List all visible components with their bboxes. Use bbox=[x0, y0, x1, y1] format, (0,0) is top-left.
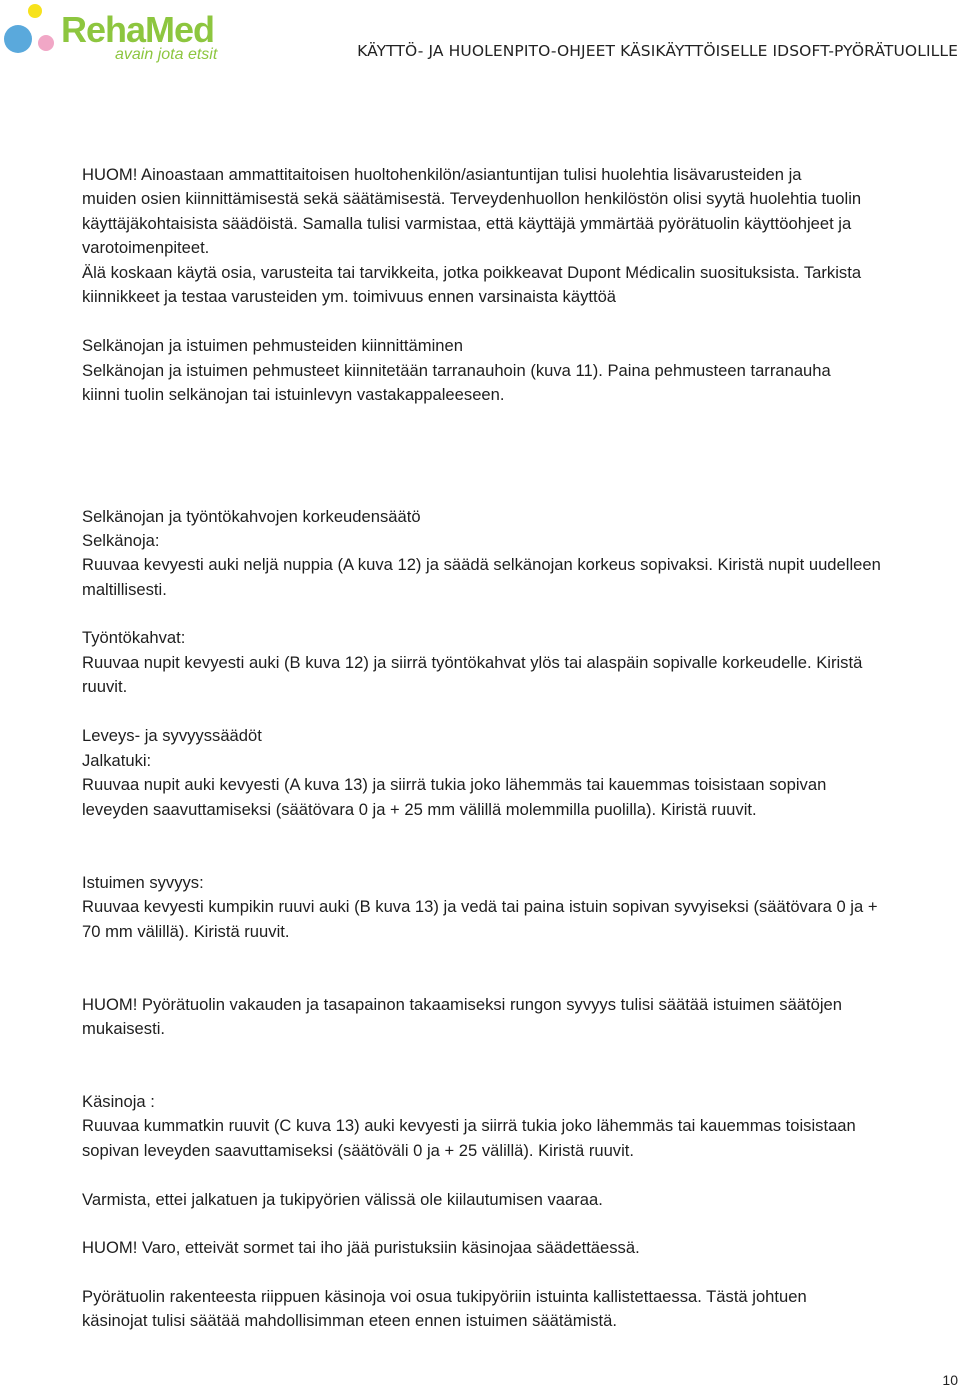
paragraph-line: ruuvit. bbox=[82, 677, 128, 696]
paragraph-line: varotoimenpiteet. bbox=[82, 238, 210, 257]
section-heading: Leveys- ja syvyyssäädöt bbox=[82, 726, 262, 745]
document-header-title: KÄYTTÖ- JA HUOLENPITO-OHJEET KÄSIKÄYTTÖISELLE IDSOFT-PYÖRÄTUOLILLE bbox=[357, 42, 958, 60]
rehamed-logo-graphic bbox=[2, 2, 242, 64]
section-heading: Selkänojan ja istuimen pehmusteiden kiinnittäminen bbox=[82, 336, 463, 355]
paragraph-line: käyttäjäkohtaisista säädöistä. Samalla tulisi varmistaa, että käyttäjä ymmärtää pyörätuolin käyttöohjeet ja bbox=[82, 214, 852, 233]
warning-line: HUOM! Pyörätuolin vakauden ja tasapainon takaamiseksi rungon syvyys tulisi säätää istuimen säätöjen bbox=[82, 995, 843, 1014]
paragraph-line: leveyden saavuttamiseksi (säätövara 0 ja + 25 mm välillä molemmilla puolilla). Kiristä ruuvit. bbox=[82, 800, 757, 819]
paragraph-line: HUOM! Ainoastaan ammattitaitoisen huoltohenkilön/asiantuntijan tulisi huolehtia lisävarusteiden ja bbox=[82, 165, 802, 184]
paragraph-line: kiinni tuolin selkänojan tai istuinlevyn vastakappaleeseen. bbox=[82, 385, 505, 404]
paragraph-line: Ruuvaa nupit auki kevyesti (A kuva 13) ja siirrä tukia joko lähemmäs tai kauemmas toisistaan sopivan bbox=[82, 775, 827, 794]
paragraph-line: 70 mm välillä). Kiristä ruuvit. bbox=[82, 922, 290, 941]
paragraph-line: Ruuvaa kevyesti kumpikin ruuvi auki (B kuva 13) ja vedä tai paina istuin sopivan syvyiseksi (säätövara 0 ja + bbox=[82, 897, 878, 916]
warning-line: HUOM! Varo, etteivät sormet tai iho jää puristuksiin käsinojaa säädettäessä. bbox=[82, 1238, 640, 1257]
subsection-heading: Jalkatuki: bbox=[82, 751, 152, 770]
subsection-heading: Selkänoja: bbox=[82, 531, 160, 550]
subsection-heading: Istuimen syvyys: bbox=[82, 873, 204, 892]
paragraph-line: käsinojat tulisi säätää mahdollisimman eteen ennen istuimen säätämistä. bbox=[82, 1311, 617, 1330]
paragraph-line: Ruuvaa kevyesti auki neljä nuppia (A kuva 12) ja säädä selkänojan korkeus sopivaksi. Kiristä nupit uudelleen bbox=[82, 555, 881, 574]
paragraph-line: kiinnikkeet ja testaa varusteiden ym. toimivuus ennen varsinaista käyttöä bbox=[82, 287, 617, 306]
paragraph-line: Älä koskaan käytä osia, varusteita tai tarvikkeita, jotka poikkeavat Dupont Médicalin suosituksista. Tarkista bbox=[82, 263, 862, 282]
logo-brand-text: RehaMed bbox=[61, 9, 215, 50]
warning-line: mukaisesti. bbox=[82, 1019, 165, 1038]
logo-dot-pink bbox=[38, 35, 54, 51]
page-number: 10 bbox=[942, 1372, 958, 1388]
paragraph-line: Pyörätuolin rakenteesta riippuen käsinoja voi osua tukipyöriin istuinta kallistettaessa. Tästä johtuen bbox=[82, 1287, 807, 1306]
paragraph-line: Varmista, ettei jalkatuen ja tukipyörien välissä ole kiilautumisen vaaraa. bbox=[82, 1190, 603, 1209]
paragraph-line: Selkänojan ja istuimen pehmusteet kiinnitetään tarranauhoin (kuva 11). Paina pehmusteen tarranauha bbox=[82, 361, 831, 380]
subsection-heading: Käsinoja : bbox=[82, 1092, 155, 1111]
logo-tagline-text: avain jota etsit bbox=[115, 46, 218, 63]
subsection-heading: Työntökahvat: bbox=[82, 628, 186, 647]
paragraph-line: Ruuvaa kummatkin ruuvit (C kuva 13) auki kevyesti ja siirrä tukia joko lähemmäs tai kauemmas toisistaan bbox=[82, 1116, 856, 1135]
paragraph-line: sopivan leveyden saavuttamiseksi (säätöväli 0 ja + 25 välillä). Kiristä ruuvit. bbox=[82, 1141, 635, 1160]
logo-dot-yellow bbox=[28, 4, 42, 18]
section-heading: Selkänojan ja työntökahvojen korkeudensäätö bbox=[82, 507, 421, 526]
paragraph-line: maltillisesti. bbox=[82, 580, 167, 599]
rehamed-logo bbox=[2, 2, 242, 64]
paragraph-line: Ruuvaa nupit kevyesti auki (B kuva 12) ja siirrä työntökahvat ylös tai alaspäin sopivalle korkeudelle. Kiristä bbox=[82, 653, 863, 672]
paragraph-line: muiden osien kiinnittämisestä sekä säätämisestä. Terveydenhuollon henkilöstön olisi syytä huolehtia tuolin bbox=[82, 189, 862, 208]
logo-dot-blue bbox=[4, 25, 32, 53]
